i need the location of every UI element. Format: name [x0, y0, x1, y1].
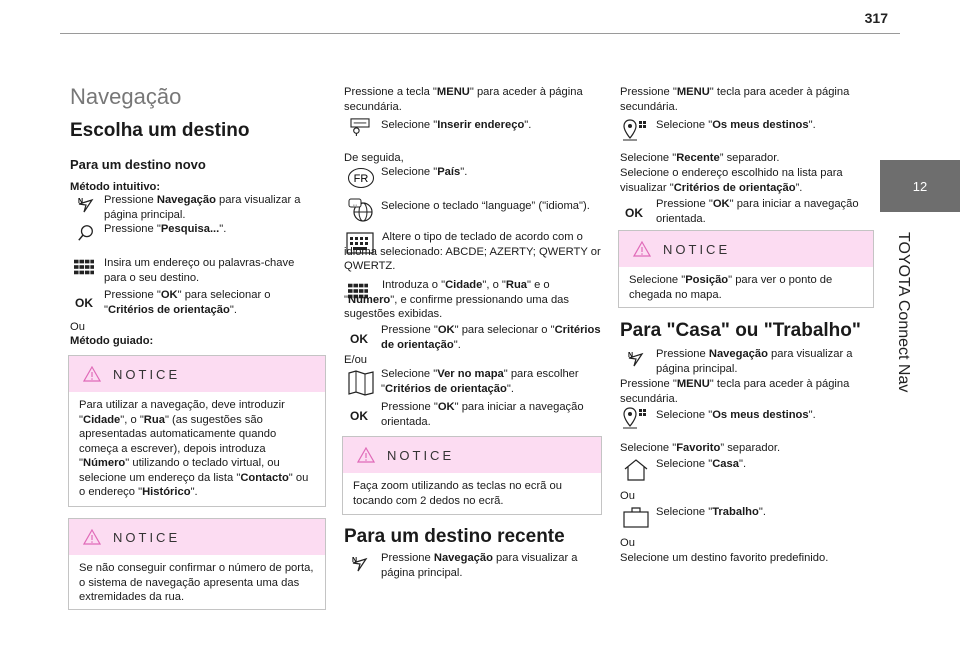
address-entry-icon [350, 118, 370, 136]
notice-header [619, 231, 873, 267]
step-press-ok-start: Pressione "OK" para iniciar a navegação orientada. [656, 198, 859, 225]
step-select-address: Selecione o endereço escolhido na lista para visualizar "Critérios de orientação”. [620, 167, 843, 194]
work-briefcase-icon [622, 506, 650, 528]
section-title: Navegação [70, 84, 182, 109]
notice-text: Se não conseguir confirmar o número de porta, o sistema de navegação apresenta uma das extremidades da rua. [79, 562, 314, 603]
heading-home-work: Para "Casa" ou "Trabalho" [620, 320, 861, 341]
step-select-favorite-tab: Selecione "Favorito” separador. [620, 442, 781, 454]
warning-triangle-icon [633, 241, 651, 257]
step-press-navigation-home: Pressione Navegação para visualizar a página principal. [656, 348, 853, 375]
step-select-keyboard-language: Selecione o teclado “language” ("idioma"). [381, 200, 590, 212]
svg-text:N: N [78, 198, 84, 205]
heading-recent-destination: Para um destino recente [344, 526, 565, 547]
then-text: De seguida, [344, 152, 404, 164]
or-text: Ou [620, 537, 635, 549]
header-rule [60, 33, 900, 34]
map-view-icon [347, 370, 375, 396]
step-press-navigation: Pressione Navegação para visualizar a página principal. [104, 194, 301, 221]
step-enter-address: Insira um endereço ou palavras-chave para o seu destino. [104, 257, 295, 284]
home-icon [622, 458, 650, 482]
notice-header [69, 519, 325, 555]
navigation-arrow-icon [76, 196, 96, 214]
globe-language-icon [348, 197, 374, 223]
notice-label: NOTICE [663, 241, 731, 257]
heading-choose-destination: Escolha um destino [70, 120, 250, 141]
my-destinations-icon [622, 118, 650, 142]
notice-label: NOTICE [387, 447, 455, 463]
or-text: Ou [620, 490, 635, 502]
navigation-arrow-icon [350, 555, 370, 573]
notice-header [69, 356, 325, 392]
step-press-menu-home: Pressione "MENU" tecla para aceder à página secundária. [620, 378, 850, 405]
step-press-ok-start: Pressione "OK" para iniciar a navegação orientada. [381, 401, 584, 428]
step-select-favorite: Selecione um destino favorito predefinido. [620, 552, 829, 564]
subheading-new-destination: Para um destino novo [70, 157, 206, 172]
ok-icon: OK [350, 409, 368, 423]
svg-text:FR: FR [353, 173, 369, 185]
notice-box-zoom [342, 436, 602, 515]
step-press-menu-recent: Pressione "MENU" tecla para aceder à página secundária. [620, 86, 850, 113]
step-select-my-destinations-home: Selecione "Os meus destinos". [656, 409, 816, 421]
intuitive-method-label: Método intuitivo: [70, 181, 161, 193]
notice-text: Para utilizar a navegação, deve introduzir "Cidade", o "Rua" (as sugestões são apresentadas automaticamente quando começa a escrever), depois introduza "Número" utilizando o teclado virtual, ou selecione um endereço da lista "Contacto" ou o endereço "Histórico". [79, 399, 309, 498]
warning-triangle-icon [357, 447, 375, 463]
svg-text:...: ... [352, 201, 358, 208]
step-press-ok: Pressione "OK" para selecionar o "Critérios de orientação". [381, 324, 601, 351]
step-press-navigation-recent: Pressione Navegação para visualizar a página principal. [381, 552, 578, 579]
or-text: Ou [70, 321, 85, 333]
page-number: 317 [864, 10, 888, 26]
step-select-home: Selecione "Casa". [656, 458, 747, 470]
notice-text: Faça zoom utilizando as teclas no ecrã ou tocando com 2 dedos no ecrã. [353, 480, 562, 507]
navigation-arrow-icon [626, 350, 646, 368]
chapter-side-label [886, 232, 914, 472]
step-press-search: Pressione "Pesquisa...". [104, 223, 227, 235]
step-select-country: Selecione "País". [381, 166, 468, 178]
step-select-enter-address: Selecione "Inserir endereço". [381, 119, 532, 131]
search-icon [76, 224, 96, 242]
country-fr-icon [347, 167, 375, 189]
notice-box-position [618, 230, 874, 308]
step-enter-city-street: Introduza o "Cidade", o "Rua" e o "Número", e confirme pressionando uma das sugestões exibidas. [344, 279, 569, 320]
step-select-my-destinations: Selecione "Os meus destinos". [656, 119, 816, 131]
chapter-label-text: TOYOTA Connect Nav [895, 232, 912, 393]
svg-text:N: N [352, 557, 358, 564]
notice-text: Selecione "Posição" para ver o ponto de chegada no mapa. [629, 274, 833, 301]
step-select-recent-tab: Selecione "Recente” separador. [620, 152, 780, 164]
notice-box-house-number [68, 518, 326, 610]
step-select-work: Selecione "Trabalho". [656, 506, 766, 518]
step-change-keyboard: Altere o tipo de teclado de acordo com o idioma selecionado: ABCDE; AZERTY; QWERTY or QWERTZ. [344, 231, 601, 272]
step-select-view-map: Selecione "Ver no mapa" para escolher "Critérios de orientação". [381, 368, 579, 395]
keyboard-grid-icon [74, 258, 94, 276]
notice-header [343, 437, 601, 473]
guided-method-label: Método guiado: [70, 335, 154, 347]
svg-text:N: N [628, 352, 634, 359]
warning-triangle-icon [83, 529, 101, 545]
ok-icon: OK [625, 206, 643, 220]
notice-label: NOTICE [113, 529, 181, 545]
ok-icon: OK [75, 296, 93, 310]
notice-box-address-entry [68, 355, 326, 507]
notice-label: NOTICE [113, 366, 181, 382]
chapter-number-tab: 12 [880, 160, 960, 212]
step-press-ok: Pressione "OK" para selecionar o "Critérios de orientação". [104, 289, 271, 316]
step-press-menu: Pressione a tecla "MENU" para aceder à página secundária. [344, 86, 583, 113]
warning-triangle-icon [83, 366, 101, 382]
ok-icon: OK [350, 332, 368, 346]
and-or-text: E/ou [344, 354, 368, 366]
my-destinations-icon [622, 406, 650, 430]
